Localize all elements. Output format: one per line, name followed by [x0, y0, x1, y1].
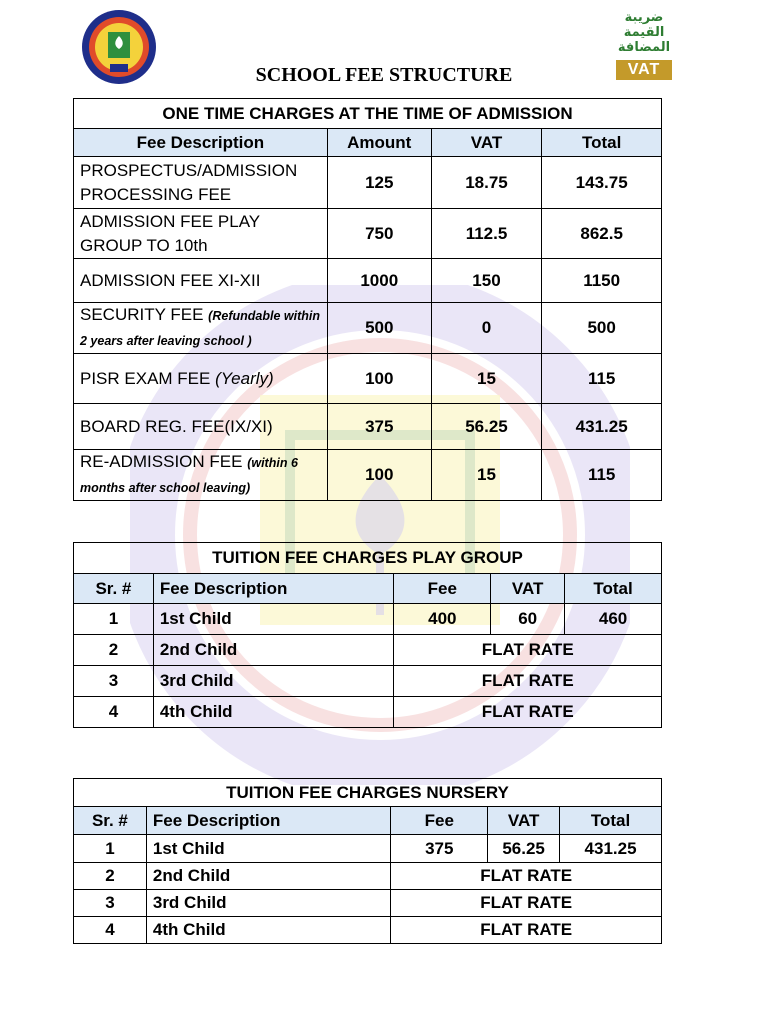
fee-amount: 500 — [327, 303, 431, 354]
fee-description: ADMISSION FEE XI-XII — [74, 259, 328, 303]
admission-charges-table — [73, 98, 662, 501]
fee-amount: 750 — [327, 209, 431, 259]
flat-rate-cell: FLAT RATE — [394, 697, 662, 728]
fee-amount: 375 — [327, 404, 431, 450]
fee-vat: 112.5 — [431, 209, 542, 259]
serial-number: 3 — [74, 890, 147, 917]
flat-rate-cell: FLAT RATE — [391, 917, 662, 944]
fee-description: PROSPECTUS/ADMISSION PROCESSING FEE — [74, 157, 328, 209]
fee-description: 2nd Child — [153, 635, 394, 666]
column-header: VAT — [431, 129, 542, 157]
vat-arabic-text: ضريبة القيمة المضافة — [617, 10, 671, 55]
table-row — [74, 890, 662, 917]
flat-rate-cell: FLAT RATE — [394, 635, 662, 666]
serial-number: 1 — [74, 604, 154, 635]
fee-vat: 15 — [431, 450, 542, 501]
fee-description: 2nd Child — [146, 863, 391, 890]
table-row — [74, 604, 662, 635]
fee-vat: 150 — [431, 259, 542, 303]
column-header: Fee Description — [153, 574, 394, 604]
fee-total: 862.5 — [542, 209, 662, 259]
table-caption: ONE TIME CHARGES AT THE TIME OF ADMISSION — [74, 99, 662, 129]
column-header: Total — [560, 807, 662, 835]
table-row — [74, 209, 662, 259]
serial-number: 2 — [74, 863, 147, 890]
tuition-vat: 60 — [491, 604, 565, 635]
column-header: Total — [542, 129, 662, 157]
table-row — [74, 635, 662, 666]
table-row — [74, 354, 662, 404]
column-header: Sr. # — [74, 574, 154, 604]
table-caption: TUITION FEE CHARGES PLAY GROUP — [74, 543, 662, 574]
fee-amount: 100 — [327, 450, 431, 501]
fee-description: PISR EXAM FEE (Yearly) — [74, 354, 328, 404]
fee-note: (Refundable within 2 years after leaving school ) — [80, 309, 320, 348]
column-header: VAT — [491, 574, 565, 604]
fee-description: SECURITY FEE (Refundable within 2 years after leaving school ) — [74, 303, 328, 354]
column-header: Sr. # — [74, 807, 147, 835]
fee-description: 3rd Child — [153, 666, 394, 697]
table-row — [74, 259, 662, 303]
fee-vat: 15 — [431, 354, 542, 404]
fee-description: RE-ADMISSION FEE (within 6 months after school leaving) — [74, 450, 328, 501]
table-row — [74, 666, 662, 697]
fee-description: 4th Child — [153, 697, 394, 728]
playgroup-tuition-table — [73, 542, 662, 728]
table-row — [74, 863, 662, 890]
fee-description: 4th Child — [146, 917, 391, 944]
flat-rate-cell: FLAT RATE — [394, 666, 662, 697]
fee-description: ADMISSION FEE PLAY GROUP TO 10th — [74, 209, 328, 259]
vat-badge: VAT — [616, 60, 672, 80]
column-header: Total — [565, 574, 662, 604]
fee-total: 1150 — [542, 259, 662, 303]
fee-description: 1st Child — [153, 604, 394, 635]
fee-description: BOARD REG. FEE(IX/XI) — [74, 404, 328, 450]
table-caption: TUITION FEE CHARGES NURSERY — [74, 779, 662, 807]
serial-number: 3 — [74, 666, 154, 697]
fee-total: 431.25 — [542, 404, 662, 450]
table-row — [74, 835, 662, 863]
fee-note: (within 6 months after school leaving) — [80, 456, 298, 495]
table-row — [74, 917, 662, 944]
tuition-fee: 400 — [394, 604, 491, 635]
table-row — [74, 404, 662, 450]
table-row — [74, 450, 662, 501]
fee-note: (Yearly) — [215, 368, 274, 388]
flat-rate-cell: FLAT RATE — [391, 863, 662, 890]
fee-vat: 56.25 — [431, 404, 542, 450]
fee-vat: 0 — [431, 303, 542, 354]
tuition-total: 431.25 — [560, 835, 662, 863]
fee-total: 115 — [542, 354, 662, 404]
table-row — [74, 303, 662, 354]
column-header: Amount — [327, 129, 431, 157]
serial-number: 1 — [74, 835, 147, 863]
page-title: SCHOOL FEE STRUCTURE — [255, 64, 513, 86]
tuition-total: 460 — [565, 604, 662, 635]
column-header: Fee Description — [146, 807, 391, 835]
fee-amount: 100 — [327, 354, 431, 404]
column-header: VAT — [488, 807, 560, 835]
fee-total: 115 — [542, 450, 662, 501]
fee-amount: 125 — [327, 157, 431, 209]
column-header: Fee — [394, 574, 491, 604]
fee-description: 1st Child — [146, 835, 391, 863]
fee-vat: 18.75 — [431, 157, 542, 209]
table-row — [74, 157, 662, 209]
fee-amount: 1000 — [327, 259, 431, 303]
fee-total: 500 — [542, 303, 662, 354]
serial-number: 4 — [74, 917, 147, 944]
flat-rate-cell: FLAT RATE — [391, 890, 662, 917]
serial-number: 4 — [74, 697, 154, 728]
fee-description: 3rd Child — [146, 890, 391, 917]
column-header: Fee — [391, 807, 488, 835]
tuition-fee: 375 — [391, 835, 488, 863]
table-row — [74, 697, 662, 728]
serial-number: 2 — [74, 635, 154, 666]
fee-total: 143.75 — [542, 157, 662, 209]
nursery-tuition-table — [73, 778, 662, 944]
tuition-vat: 56.25 — [488, 835, 560, 863]
column-header: Fee Description — [74, 129, 328, 157]
